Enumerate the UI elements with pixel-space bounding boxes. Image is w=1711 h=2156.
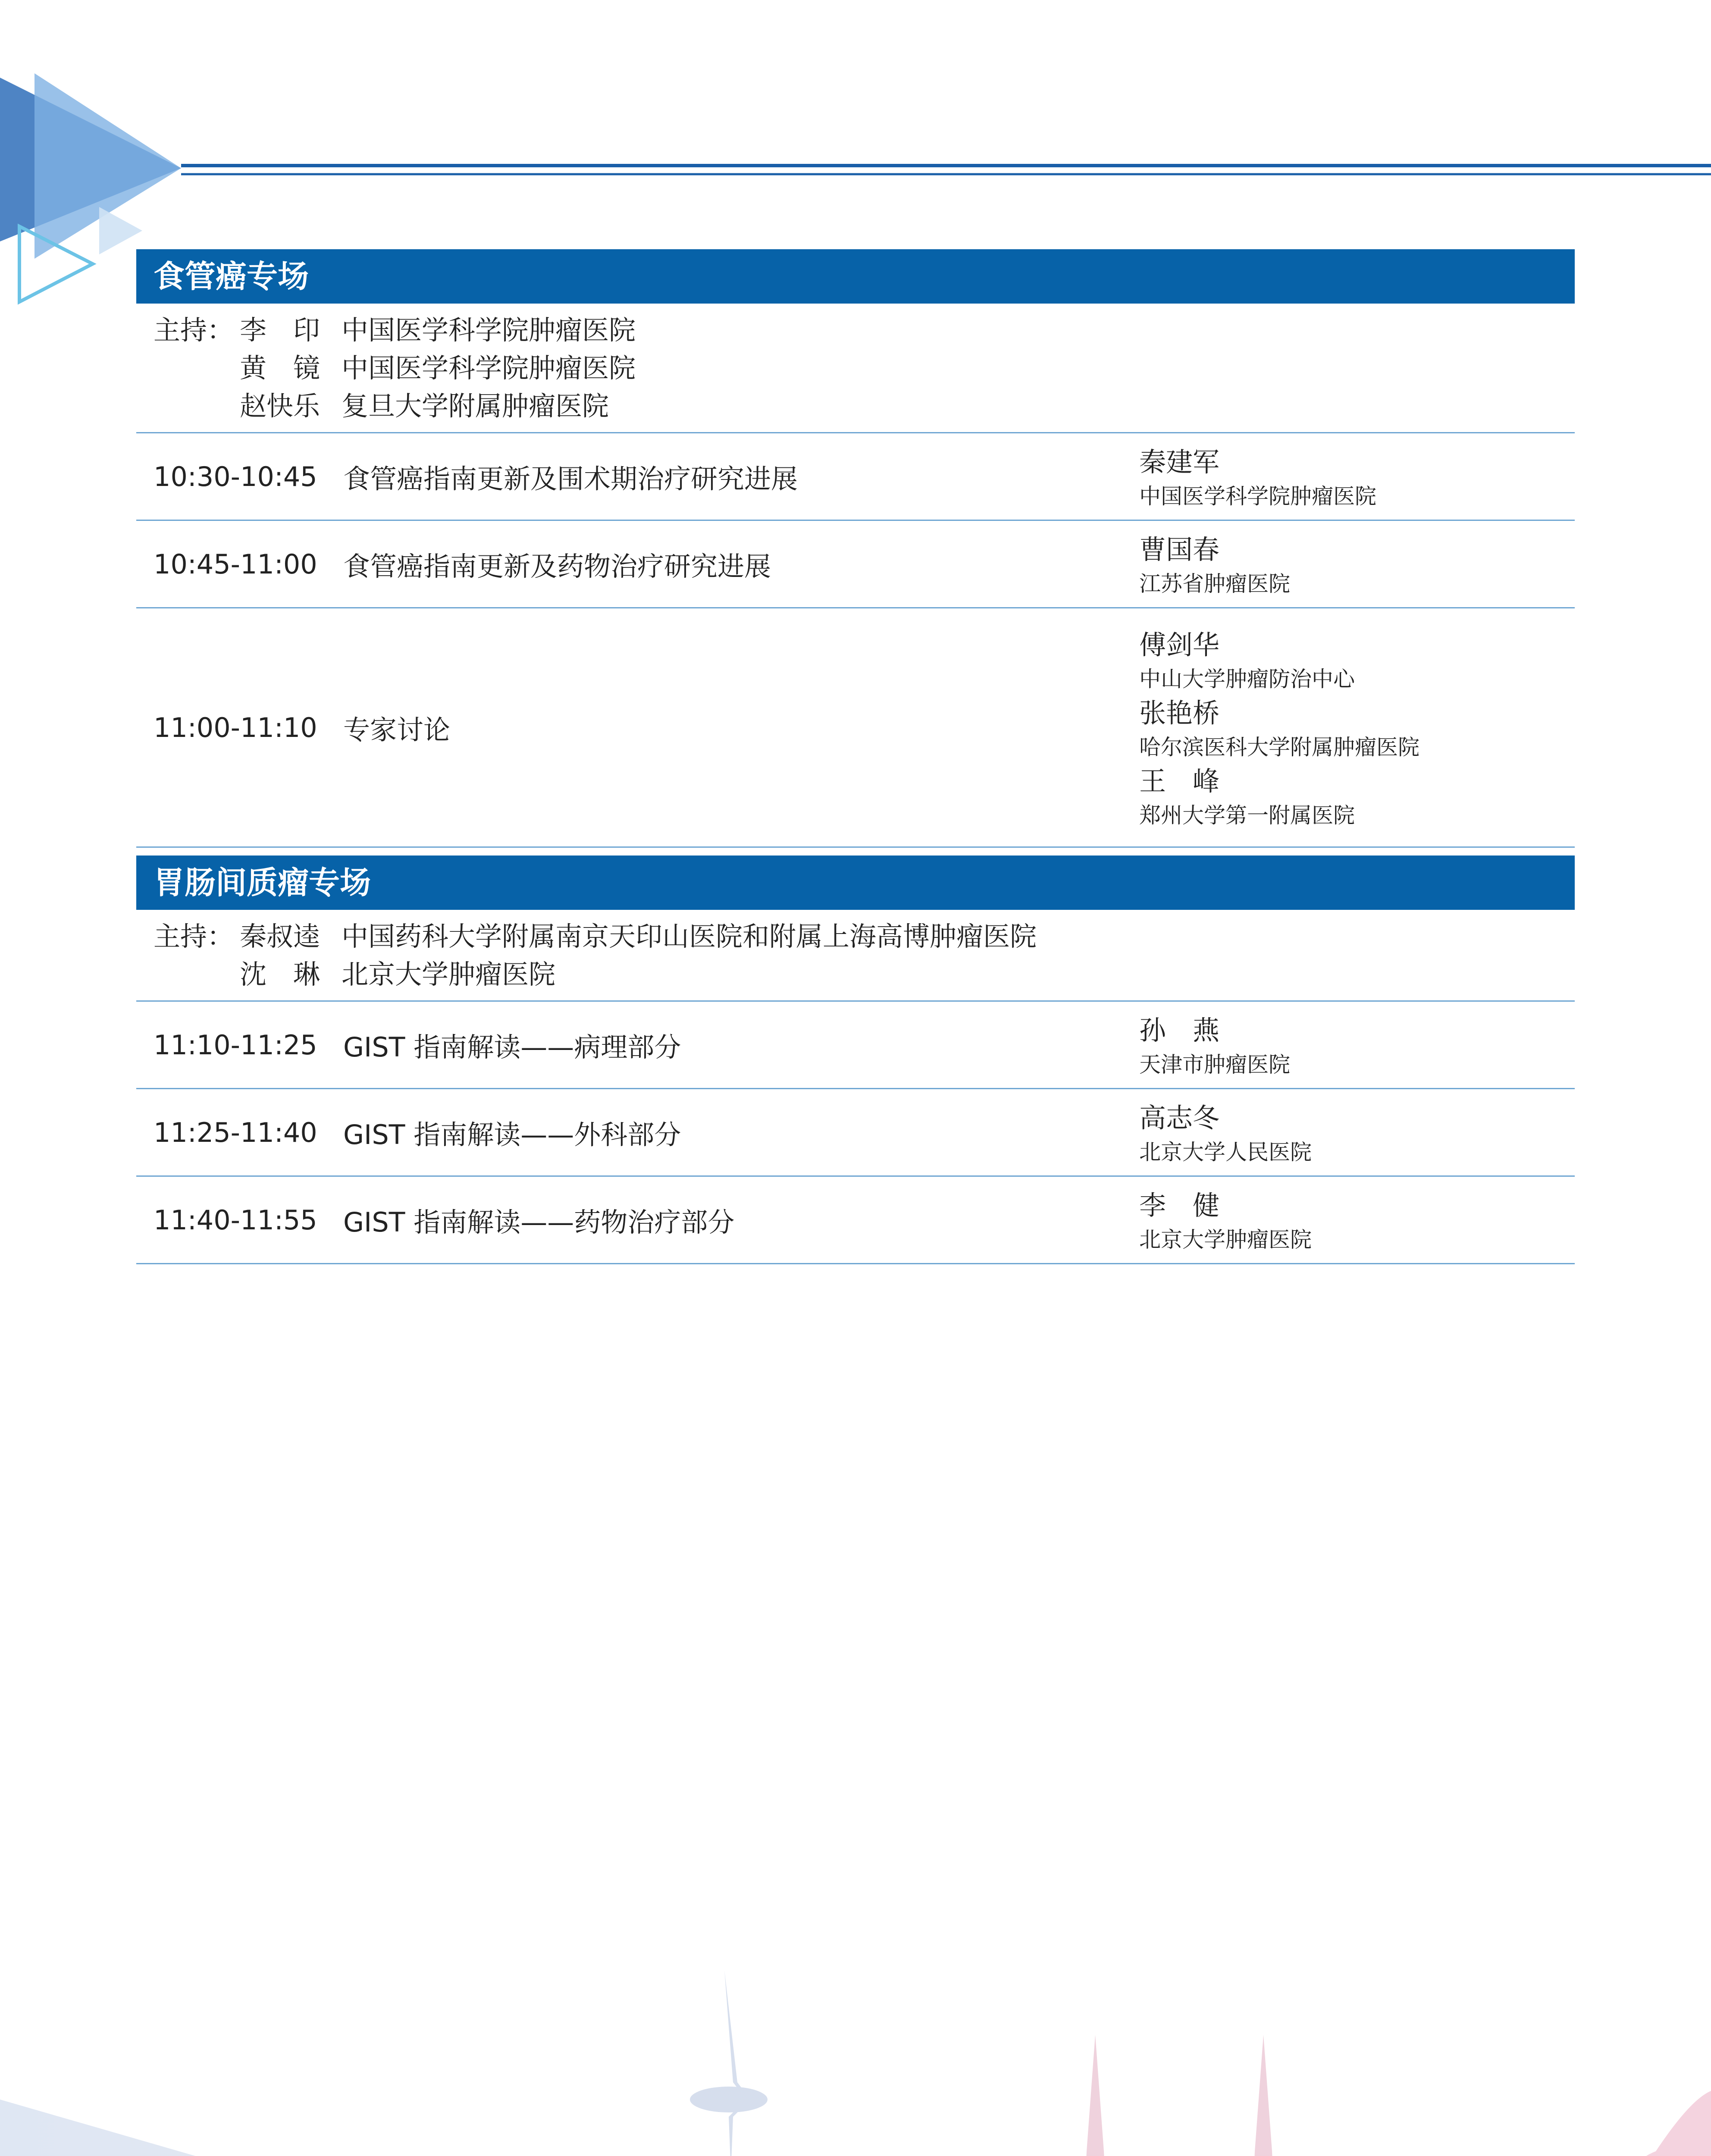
session-topic: 食管癌指南更新及围术期治疗研究进展: [343, 463, 798, 495]
speaker-org: 北京大学肿瘤医院: [1139, 1227, 1312, 1252]
session-topic: 食管癌指南更新及药物治疗研究进展: [343, 550, 771, 582]
session-topic: GIST 指南解读——病理部分: [343, 1031, 681, 1063]
schedule-row: [136, 608, 1575, 848]
schedule-row: [136, 433, 1575, 521]
host-name: 李 印: [240, 314, 320, 346]
speaker-org: 中山大学肿瘤防治中心: [1139, 667, 1355, 692]
section-title-gist: 胃肠间质瘤专场: [136, 856, 1575, 910]
speaker-org: 江苏省肿瘤医院: [1139, 571, 1290, 596]
host-line: [154, 918, 1575, 956]
host-name: 沈 琳: [240, 959, 320, 990]
session-topic: GIST 指南解读——外科部分: [343, 1119, 681, 1150]
bridge-tower-right: [1242, 2035, 1285, 2156]
host-org: 中国医学科学院肿瘤医院: [342, 314, 636, 346]
schedule-row: [136, 1002, 1575, 1089]
tv-tower-silhouette: [690, 1970, 759, 2156]
session-topic: GIST 指南解读——药物治疗部分: [343, 1206, 735, 1238]
speaker-list: [1139, 1098, 1575, 1166]
cathedral-silhouette: [1595, 2091, 1711, 2156]
skyline-decoration: [0, 1970, 1711, 2156]
host-label: 主持：: [154, 921, 234, 952]
ground-wash: [0, 2100, 1711, 2156]
session-time: 11:00-11:10: [154, 711, 317, 743]
host-name: 黄 镜: [240, 352, 320, 384]
schedule-table: [136, 249, 1575, 1264]
speaker-list: [1139, 442, 1575, 511]
tv-tower-pod: [690, 2087, 768, 2112]
speaker-list: [1139, 530, 1575, 598]
speaker-org: 哈尔滨医科大学附属肿瘤医院: [1139, 735, 1420, 760]
speaker-list: [1139, 625, 1575, 830]
host-name: 赵快乐: [240, 390, 320, 422]
host-line: [154, 349, 1575, 387]
host-org: 中国药科大学附属南京天印山医院和附属上海高博肿瘤医院: [342, 921, 1037, 952]
speaker-org: 北京大学人民医院: [1139, 1140, 1312, 1165]
speaker-name: 张艳桥: [1139, 697, 1220, 729]
speaker-org: 天津市肿瘤医院: [1139, 1052, 1290, 1077]
schedule-row: [136, 1089, 1575, 1177]
session-time: 10:45-11:00: [154, 548, 317, 580]
speaker-list: [1139, 1011, 1575, 1079]
session-time: 11:10-11:25: [154, 1029, 317, 1061]
speaker-name: 王 峰: [1139, 765, 1220, 797]
session-time: 11:25-11:40: [154, 1116, 317, 1148]
speaker-name: 李 健: [1139, 1190, 1220, 1221]
speaker-name: 傅剑华: [1139, 629, 1220, 661]
triangle-decoration-pale: [99, 207, 142, 254]
bridge-tower-left: [1074, 2035, 1117, 2156]
session-time: 11:40-11:55: [154, 1204, 317, 1236]
host-block-esophageal: [136, 304, 1575, 433]
host-label: 主持：: [154, 314, 234, 346]
speaker-name: 高志冬: [1139, 1102, 1220, 1134]
host-name: 秦叔逵: [240, 921, 320, 952]
speaker-org: 中国医学科学院肿瘤医院: [1139, 484, 1376, 509]
host-line: [154, 311, 1575, 349]
speaker-name: 曹国春: [1139, 534, 1220, 565]
host-block-gist: [136, 910, 1575, 1002]
host-line: [154, 956, 1575, 993]
host-org: 中国医学科学院肿瘤医院: [342, 352, 636, 384]
section-title-esophageal: 食管癌专场: [136, 249, 1575, 304]
host-line: [154, 387, 1575, 425]
host-org: 复旦大学附属肿瘤医院: [342, 390, 609, 422]
schedule-row: [136, 521, 1575, 608]
host-org: 北京大学肿瘤医院: [342, 959, 556, 990]
speaker-name: 秦建军: [1139, 446, 1220, 478]
session-time: 10:30-10:45: [154, 461, 317, 492]
speaker-name: 孙 燕: [1139, 1015, 1220, 1046]
schedule-row: [136, 1177, 1575, 1264]
session-topic: 专家讨论: [343, 714, 451, 746]
speaker-org: 郑州大学第一附属医院: [1139, 803, 1355, 828]
speaker-list: [1139, 1186, 1575, 1254]
